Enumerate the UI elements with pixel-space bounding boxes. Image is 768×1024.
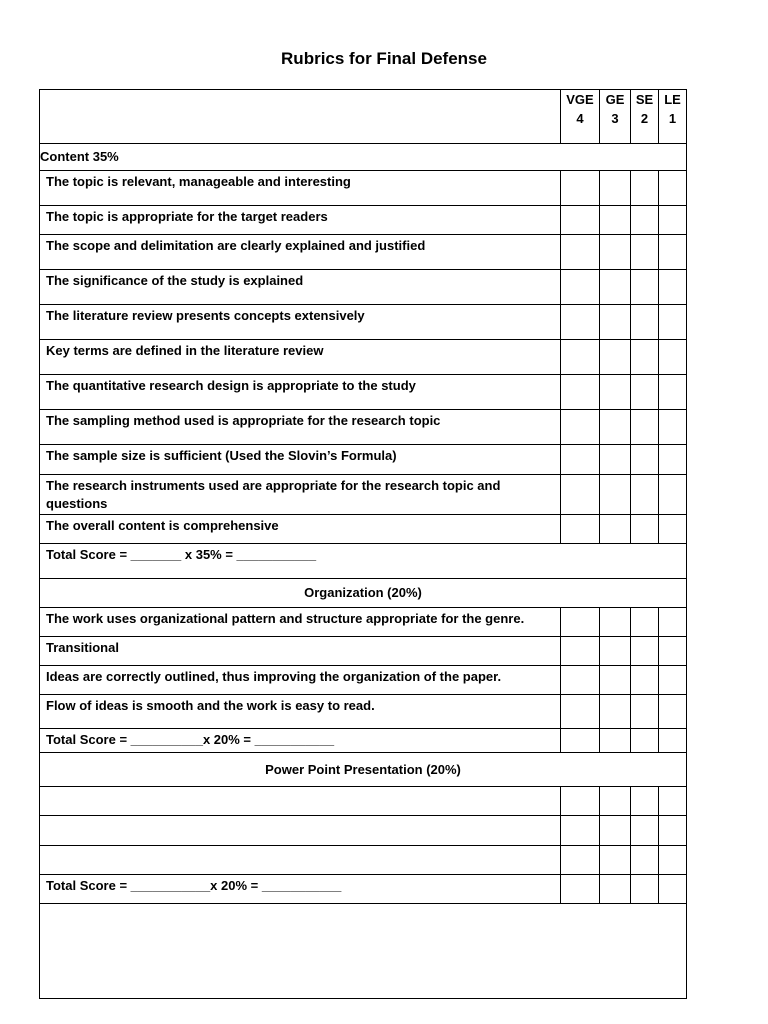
scale-header-vge [561,90,600,144]
criterion-text: Key terms are defined in the literature review [40,340,561,375]
score-cell[interactable] [631,816,659,846]
criterion-row [40,206,687,235]
score-cell[interactable] [561,515,600,544]
score-cell[interactable] [600,729,631,753]
score-cell[interactable] [631,787,659,816]
score-cell[interactable] [631,410,659,445]
score-cell[interactable] [659,445,687,475]
scale-points: 1 [668,111,677,126]
score-cell[interactable] [659,875,687,904]
score-cell[interactable] [561,637,600,666]
scale-header-se [631,90,659,144]
score-cell[interactable] [631,305,659,340]
score-cell[interactable] [561,695,600,729]
section-heading-content: Content 35% [40,144,687,171]
score-cell[interactable] [561,816,600,846]
criterion-row [40,816,687,846]
score-cell[interactable] [631,445,659,475]
score-cell[interactable] [561,235,600,270]
score-cell[interactable] [600,171,631,206]
score-cell[interactable] [631,695,659,729]
criterion-text: The research instruments used are appropriate for the research topic and questions [40,475,561,515]
score-cell[interactable] [561,340,600,375]
score-cell[interactable] [631,235,659,270]
section-heading-organization: Organization (20%) [40,579,687,608]
score-cell[interactable] [600,475,631,515]
criterion-text: The literature review presents concepts extensively [40,305,561,340]
score-cell[interactable] [600,695,631,729]
criterion-text: The significance of the study is explained [40,270,561,305]
criterion-text: The overall content is comprehensive [40,515,561,544]
score-cell[interactable] [659,608,687,637]
scale-code: LE [664,92,681,107]
score-cell[interactable] [659,729,687,753]
score-cell[interactable] [659,375,687,410]
criterion-text: The sample size is sufficient (Used the Slovin’s Formula) [40,445,561,475]
criterion-row [40,445,687,475]
score-cell[interactable] [631,515,659,544]
criterion-row [40,637,687,666]
criterion-row [40,270,687,305]
score-cell[interactable] [600,235,631,270]
criteria-header [40,90,561,144]
score-cell[interactable] [659,666,687,695]
score-cell[interactable] [561,305,600,340]
rubric-table [39,89,687,999]
score-cell[interactable] [659,340,687,375]
score-cell[interactable] [631,475,659,515]
criterion-text: The work uses organizational pattern and structure appropriate for the genre. [40,608,561,637]
score-cell[interactable] [600,340,631,375]
score-cell[interactable] [631,666,659,695]
score-cell[interactable] [561,729,600,753]
score-cell[interactable] [600,875,631,904]
document-title: Rubrics for Final Defense [281,49,487,68]
score-cell[interactable] [600,206,631,235]
score-cell[interactable] [659,787,687,816]
criterion-row [40,787,687,816]
criterion-row [40,475,687,515]
score-cell[interactable] [631,875,659,904]
score-cell[interactable] [659,206,687,235]
score-cell[interactable] [659,410,687,445]
scale-points: 3 [611,111,619,126]
criterion-row [40,666,687,695]
criterion-text: Transitional [40,637,561,666]
scale-points: 2 [640,111,649,126]
score-cell[interactable] [659,235,687,270]
score-cell[interactable] [631,340,659,375]
score-cell[interactable] [631,270,659,305]
score-cell[interactable] [600,816,631,846]
organization-total-score: Total Score = __________x 20% = ___________ [40,729,561,753]
score-cell[interactable] [600,787,631,816]
score-cell[interactable] [561,445,600,475]
score-cell[interactable] [600,375,631,410]
score-cell[interactable] [561,846,600,875]
criterion-row [40,410,687,445]
score-cell[interactable] [600,410,631,445]
criterion-row [40,846,687,875]
criterion-text: Ideas are correctly outlined, thus improving the organization of the paper. [40,666,561,695]
score-cell[interactable] [561,270,600,305]
score-cell[interactable] [659,270,687,305]
score-cell[interactable] [659,475,687,515]
criterion-text: The sampling method used is appropriate for the research topic [40,410,561,445]
score-cell[interactable] [561,875,600,904]
scale-points: 4 [576,111,584,126]
criterion-row [40,235,687,270]
criterion-row [40,515,687,544]
score-cell[interactable] [659,305,687,340]
criterion-text [40,787,561,816]
score-cell[interactable] [561,171,600,206]
score-cell[interactable] [659,846,687,875]
score-cell[interactable] [659,171,687,206]
criterion-row [40,375,687,410]
score-cell[interactable] [631,608,659,637]
header-row [40,90,687,144]
criterion-text: The topic is relevant, manageable and interesting [40,171,561,206]
score-cell[interactable] [600,637,631,666]
criterion-text: The scope and delimitation are clearly explained and justified [40,235,561,270]
criterion-row [40,171,687,206]
criterion-row [40,305,687,340]
scale-header-ge [600,90,631,144]
score-cell[interactable] [659,695,687,729]
criterion-text: The topic is appropriate for the target readers [40,206,561,235]
score-cell[interactable] [561,475,600,515]
score-cell[interactable] [600,608,631,637]
score-cell[interactable] [659,816,687,846]
score-cell[interactable] [600,666,631,695]
score-cell[interactable] [561,666,600,695]
score-cell[interactable] [561,375,600,410]
criterion-row [40,608,687,637]
score-cell[interactable] [631,206,659,235]
score-cell[interactable] [659,515,687,544]
scale-code: GE [605,92,625,107]
scale-header-le [659,90,687,144]
score-cell[interactable] [631,729,659,753]
score-cell[interactable] [659,637,687,666]
scale-code: SE [635,92,654,107]
criterion-text [40,816,561,846]
score-cell[interactable] [631,171,659,206]
presentation-total-score: Total Score = ___________x 20% = ___________ [40,875,561,904]
criterion-row [40,340,687,375]
score-cell[interactable] [561,608,600,637]
score-cell[interactable] [631,637,659,666]
scale-code: VGE [566,92,594,107]
score-cell[interactable] [600,270,631,305]
criterion-text [40,846,561,875]
score-cell[interactable] [600,445,631,475]
criterion-text: The quantitative research design is appropriate to the study [40,375,561,410]
score-cell[interactable] [631,375,659,410]
score-cell[interactable] [561,787,600,816]
score-cell[interactable] [561,206,600,235]
criterion-row [40,695,687,729]
score-cell[interactable] [631,846,659,875]
criterion-text: Flow of ideas is smooth and the work is easy to read. [40,695,561,729]
content-total-score: Total Score = _______ x 35% = ___________ [40,544,687,579]
section-heading-presentation: Power Point Presentation (20%) [40,753,687,787]
remarks-area[interactable] [40,904,687,999]
score-cell[interactable] [600,305,631,340]
score-cell[interactable] [600,846,631,875]
score-cell[interactable] [600,515,631,544]
score-cell[interactable] [561,410,600,445]
